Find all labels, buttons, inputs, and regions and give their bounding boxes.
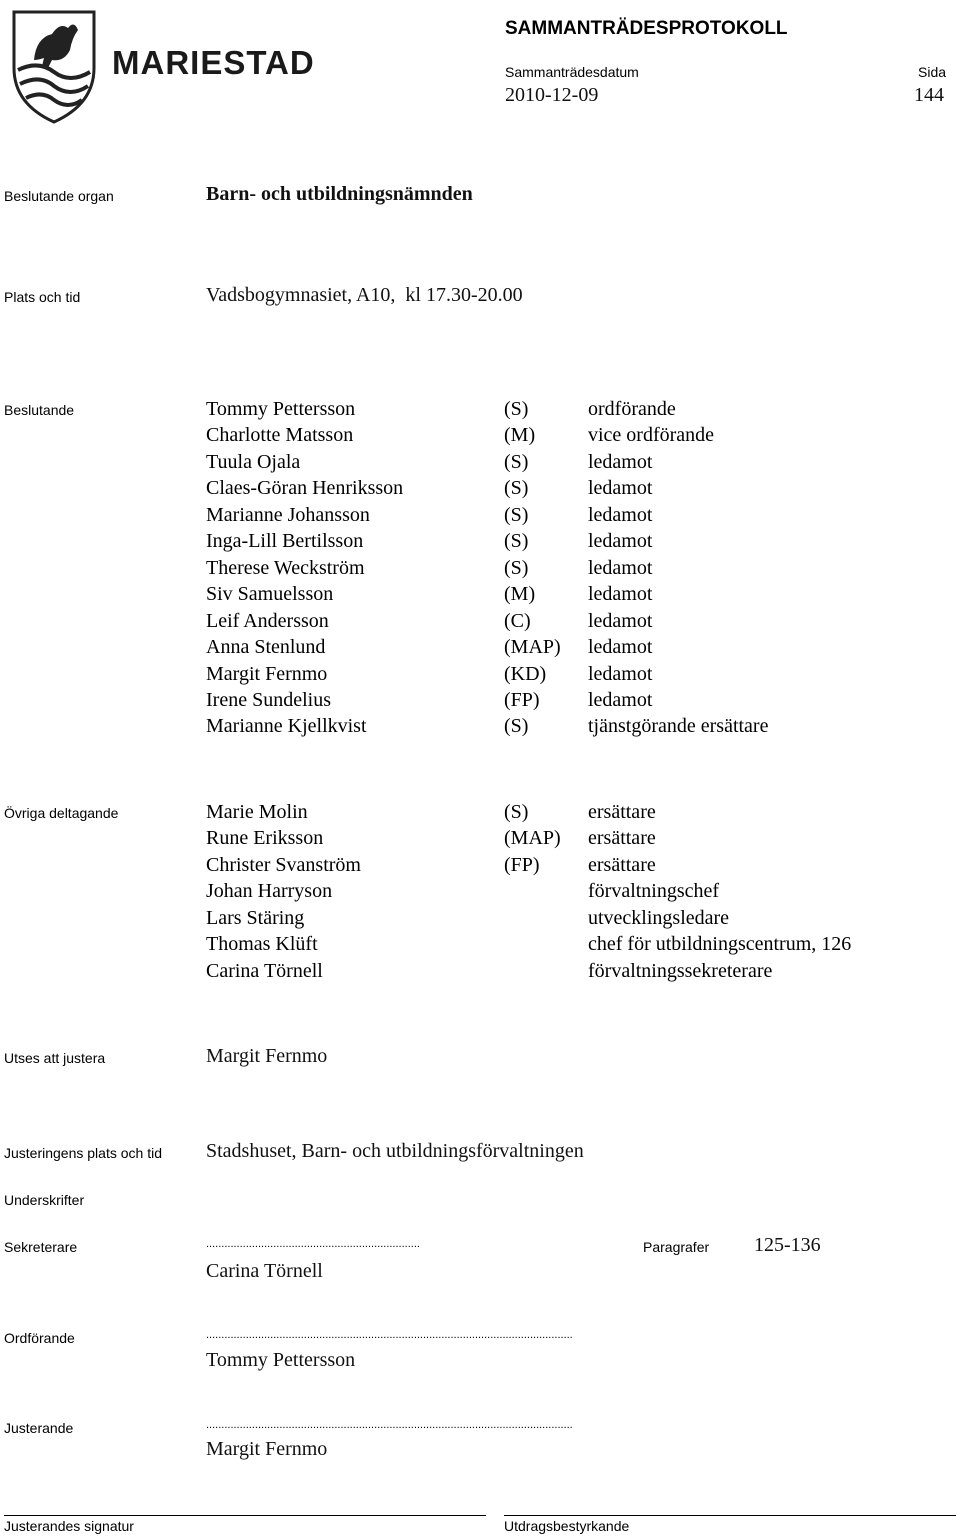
justera-value: Margit Fernmo bbox=[206, 1045, 328, 1067]
member-row bbox=[0, 905, 960, 931]
member-row bbox=[0, 634, 960, 660]
member-role: ledamot bbox=[588, 688, 653, 711]
ordforande-label: Ordförande bbox=[4, 1330, 75, 1346]
member-party: (S) bbox=[504, 450, 529, 473]
member-row bbox=[0, 475, 960, 501]
member-role: ledamot bbox=[588, 583, 653, 606]
member-row bbox=[0, 799, 960, 825]
member-name: Siv Samuelsson bbox=[206, 583, 334, 606]
member-name: Marie Molin bbox=[206, 801, 308, 823]
member-name: Johan Harryson bbox=[206, 880, 333, 903]
member-party: (S) bbox=[504, 556, 529, 579]
place-value: Vadsbogymnasiet, A10, kl 17.30-20.00 bbox=[206, 284, 523, 306]
member-role: förvaltningssekreterare bbox=[588, 959, 773, 982]
member-name: Leif Andersson bbox=[206, 609, 329, 632]
member-party: (S) bbox=[504, 801, 529, 823]
member-party: (M) bbox=[504, 583, 536, 606]
sekreterare-name: Carina Törnell bbox=[206, 1260, 323, 1282]
logo bbox=[8, 8, 315, 128]
paragrafer-value: 125-136 bbox=[754, 1234, 821, 1256]
member-row bbox=[0, 422, 960, 448]
ovriga-label: Övriga deltagande bbox=[4, 805, 119, 821]
member-role: ersättare bbox=[588, 801, 656, 823]
member-party: (S) bbox=[504, 503, 529, 526]
ordforande-name: Tommy Pettersson bbox=[206, 1349, 356, 1371]
member-role: ledamot bbox=[588, 636, 653, 659]
member-name: Christer Svanström bbox=[206, 853, 361, 876]
place-label: Plats och tid bbox=[4, 289, 81, 305]
member-role: ledamot bbox=[588, 503, 653, 526]
member-row bbox=[0, 878, 960, 904]
member-party: (KD) bbox=[504, 662, 547, 685]
member-role: ledamot bbox=[588, 556, 653, 579]
coat-of-arms-icon bbox=[8, 8, 100, 126]
member-role: chef för utbildningscentrum, 126 bbox=[588, 933, 852, 956]
justering-plats-label: Justeringens plats och tid bbox=[4, 1145, 162, 1161]
member-role: tjänstgörande ersättare bbox=[588, 715, 769, 738]
document-title: SAMMANTRÄDESPROTOKOLL bbox=[505, 18, 788, 39]
justerande-name: Margit Fernmo bbox=[206, 1438, 328, 1460]
member-party: (S) bbox=[504, 530, 529, 553]
justerande-signature-line: ........................................................................................................................ bbox=[206, 1419, 573, 1431]
member-name: Inga-Lill Bertilsson bbox=[206, 530, 364, 553]
member-role: ledamot bbox=[588, 609, 653, 632]
member-row bbox=[0, 825, 960, 851]
footer-divider-left bbox=[4, 1515, 486, 1516]
member-name: Therese Weckström bbox=[206, 556, 365, 579]
beslutande-label: Beslutande bbox=[4, 402, 75, 418]
footer-divider-right bbox=[504, 1515, 956, 1516]
member-role: ledamot bbox=[588, 477, 653, 500]
member-row bbox=[0, 396, 960, 422]
member-name: Claes-Göran Henriksson bbox=[206, 477, 404, 500]
member-row bbox=[0, 687, 960, 713]
member-row bbox=[0, 449, 960, 475]
date-label: Sammanträdesdatum bbox=[505, 64, 639, 80]
member-name: Carina Törnell bbox=[206, 959, 323, 982]
member-name: Marianne Kjellkvist bbox=[206, 715, 367, 738]
date-value: 2010-12-09 bbox=[505, 84, 599, 106]
member-name: Charlotte Matsson bbox=[206, 424, 354, 447]
footer-certification-label: Utdragsbestyrkande bbox=[504, 1518, 630, 1534]
member-role: ordförande bbox=[588, 398, 676, 420]
footer-signature-label: Justerandes signatur bbox=[4, 1518, 134, 1534]
member-row bbox=[0, 713, 960, 739]
member-row bbox=[0, 931, 960, 957]
member-row bbox=[0, 555, 960, 581]
member-role: ersättare bbox=[588, 827, 656, 850]
member-role: ledamot bbox=[588, 530, 653, 553]
member-name: Lars Stäring bbox=[206, 906, 305, 929]
member-name: Anna Stenlund bbox=[206, 636, 326, 659]
member-role: vice ordförande bbox=[588, 424, 715, 447]
member-name: Tuula Ojala bbox=[206, 450, 301, 473]
member-role: ledamot bbox=[588, 662, 653, 685]
organ-label: Beslutande organ bbox=[4, 188, 114, 204]
sekreterare-signature-line: ...................................................................... bbox=[206, 1238, 420, 1250]
member-role: ersättare bbox=[588, 853, 656, 876]
justera-label: Utses att justera bbox=[4, 1050, 106, 1066]
member-party: (C) bbox=[504, 609, 531, 632]
page-value: 144 bbox=[914, 84, 944, 106]
member-party: (S) bbox=[504, 477, 529, 500]
member-row bbox=[0, 528, 960, 554]
member-row bbox=[0, 852, 960, 878]
member-name: Thomas Klüft bbox=[206, 933, 318, 956]
ordforande-signature-line: ........................................................................................................................ bbox=[206, 1329, 573, 1341]
member-row bbox=[0, 608, 960, 634]
underskrifter-label: Underskrifter bbox=[4, 1192, 85, 1208]
sekreterare-label: Sekreterare bbox=[4, 1239, 78, 1255]
member-name: Rune Eriksson bbox=[206, 827, 324, 850]
justerande-label: Justerande bbox=[4, 1420, 74, 1436]
member-name: Irene Sundelius bbox=[206, 688, 331, 711]
member-role: ledamot bbox=[588, 450, 653, 473]
member-row bbox=[0, 958, 960, 984]
member-party: (MAP) bbox=[504, 827, 561, 850]
member-name: Marianne Johansson bbox=[206, 503, 370, 526]
member-party: (MAP) bbox=[504, 636, 561, 659]
organ-value: Barn- och utbildningsnämnden bbox=[206, 183, 473, 205]
member-role: förvaltningschef bbox=[588, 880, 720, 903]
member-name: Tommy Pettersson bbox=[206, 398, 356, 420]
member-party: (FP) bbox=[504, 853, 540, 876]
member-row bbox=[0, 661, 960, 687]
member-party: (FP) bbox=[504, 688, 540, 711]
member-row bbox=[0, 581, 960, 607]
paragrafer-label: Paragrafer bbox=[643, 1239, 710, 1255]
member-row bbox=[0, 502, 960, 528]
member-party: (S) bbox=[504, 715, 529, 738]
page-label: Sida bbox=[918, 64, 947, 80]
justering-plats-value: Stadshuset, Barn- och utbildningsförvaltningen bbox=[206, 1140, 584, 1162]
member-role: utvecklingsledare bbox=[588, 906, 730, 929]
member-party: (M) bbox=[504, 424, 536, 447]
member-party: (S) bbox=[504, 398, 529, 420]
member-name: Margit Fernmo bbox=[206, 662, 328, 685]
logo-text: MARIESTAD bbox=[112, 44, 315, 81]
